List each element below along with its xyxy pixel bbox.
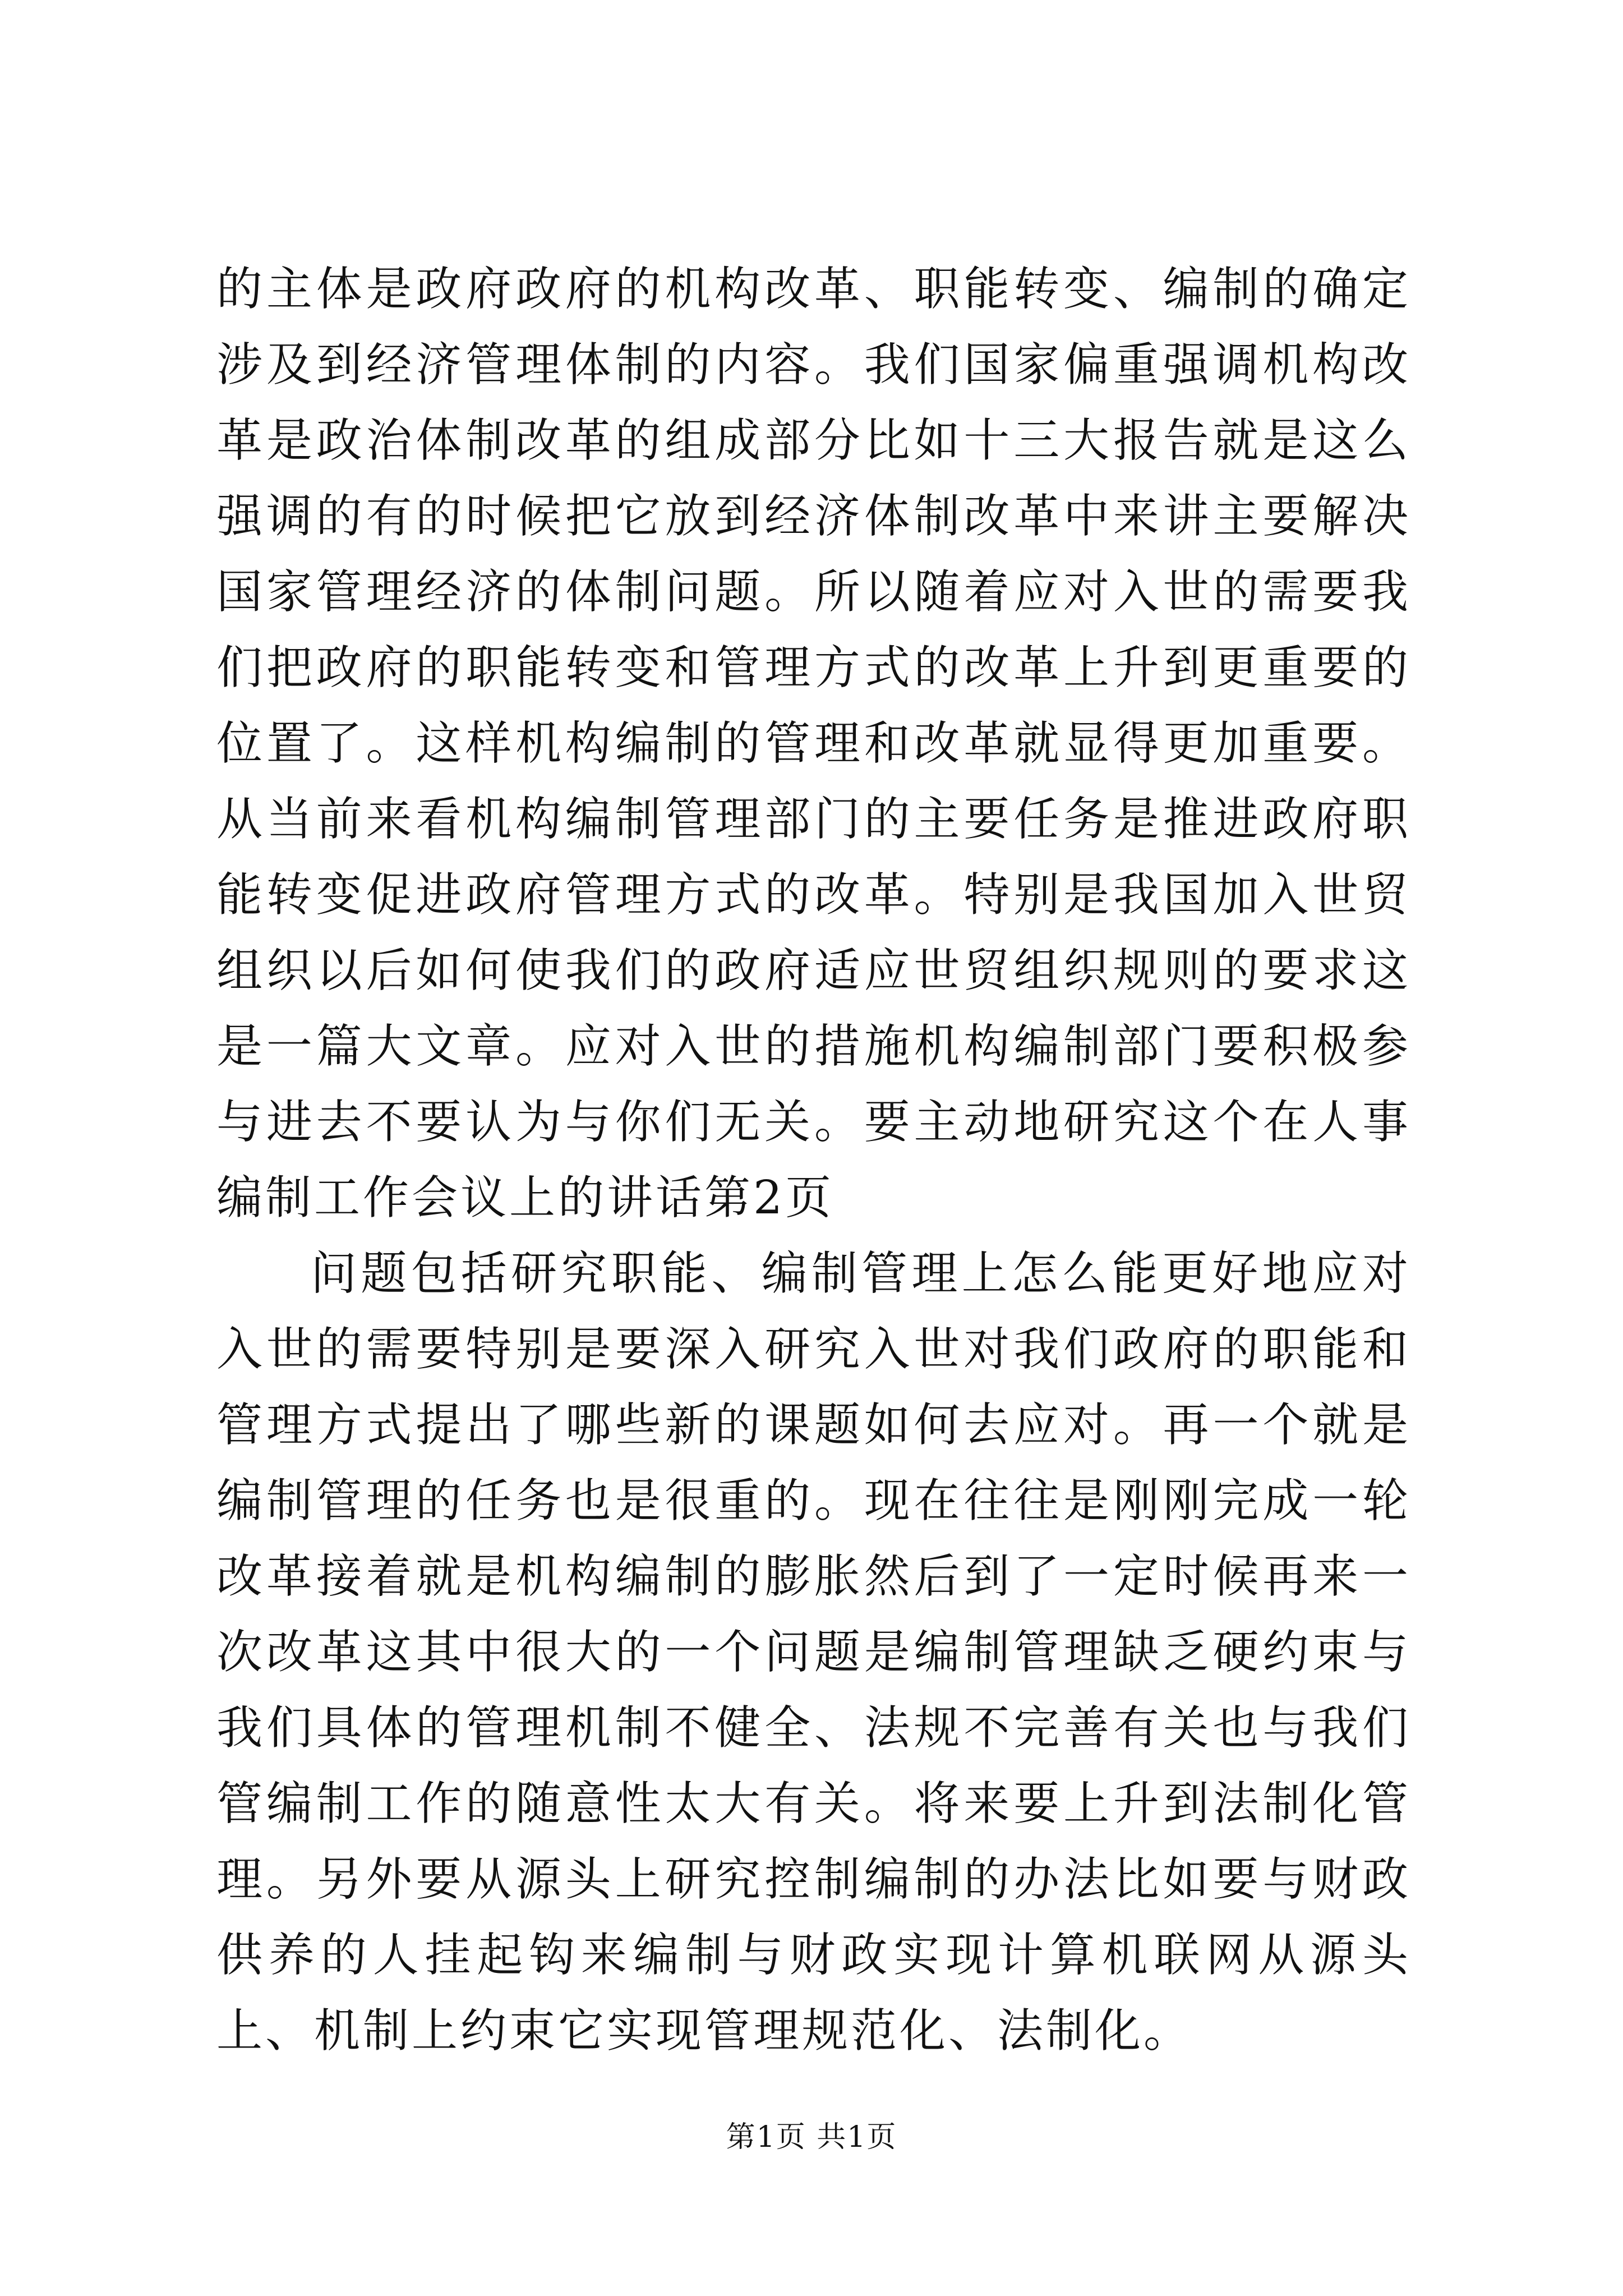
- paragraph-2: 问题包括研究职能、编制管理上怎么能更好地应对入世的需要特别是要深入研究入世对我们政府的职能和管理方式提出了哪些新的课题如何去应对。再一个就是编制管理的任务也是很重的。现在往往是刚刚完成一轮改革接着就是机构编制的膨胀然后到了一定时候再来一次改革这其中很大的一个问题是编制管理缺乏硬约束与我们具体的管理机制不健全、法规不完善有关也与我们管编制工作的随意性太大有关。将来要上升到法制化管理。另外要从源头上研究控制编制的办法比如要与财政供养的人挂起钩来编制与财政实现计算机联网从源头上、机制上约束它实现管理规范化、法制化。: [216, 1247, 1411, 2058]
- document-body: [216, 251, 1411, 2069]
- paragraph-1: 的主体是政府政府的机构改革、职能转变、编制的确定涉及到经济管理体制的内容。我们国家偏重强调机构改革是政治体制改革的组成部分比如十三大报告就是这么强调的有的时候把它放到经济体制改革中来讲主要解决国家管理经济的体制问题。所以随着应对入世的需要我们把政府的职能转变和管理方式的改革上升到更重要的位置了。这样机构编制的管理和改革就显得更加重要。从当前来看机构编制管理部门的主要任务是推进政府职能转变促进政府管理方式的改革。特别是我国加入世贸组织以后如何使我们的政府适应世贸组织规则的要求这是一篇大文章。应对入世的措施机构编制部门要积极参与进去不要认为与你们无关。要主动地研究这个在人事编制工作会议上的讲话第2页: [216, 263, 1411, 1225]
- page-footer: 第1页 共1页: [726, 2120, 897, 2154]
